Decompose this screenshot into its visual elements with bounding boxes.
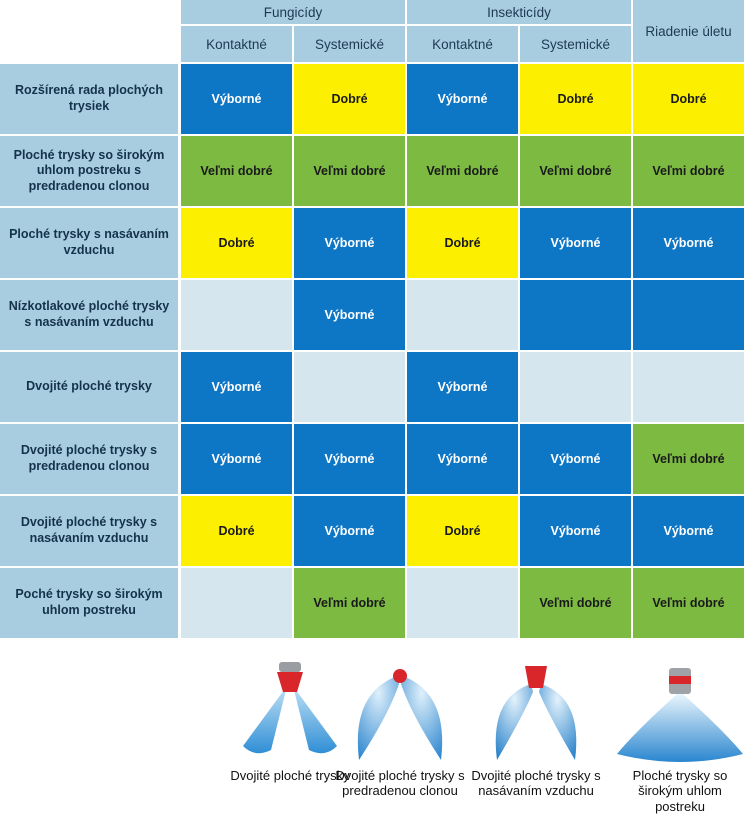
twin-flat-nozzle-icon xyxy=(235,654,345,764)
nozzle-illustrations xyxy=(0,646,744,838)
row-label: Poché trysky so širokým uhlom postreku xyxy=(0,568,178,638)
rating-cell: Dobré xyxy=(294,64,405,134)
rating-cell xyxy=(407,568,518,638)
rating-cell xyxy=(181,280,292,350)
rating-cell: Výborné xyxy=(407,352,518,422)
rating-cell: Veľmi dobré xyxy=(294,136,405,206)
rating-cell xyxy=(294,352,405,422)
rating-cell xyxy=(520,280,631,350)
rating-cell: Výborné xyxy=(633,496,744,566)
rating-cell: Výborné xyxy=(181,352,292,422)
rating-cell: Výborné xyxy=(294,280,405,350)
row-label: Nízkotlakové ploché trysky s nasávaním vzduchu xyxy=(0,280,178,350)
header-fungicides-contact: Kontaktné xyxy=(181,26,292,62)
rating-cell: Výborné xyxy=(294,424,405,494)
rating-cell xyxy=(407,280,518,350)
row-label: Rozšírená rada plochých trysiek xyxy=(0,64,178,134)
rating-cell: Veľmi dobré xyxy=(633,424,744,494)
twin-flat-pre-orifice-nozzle-icon xyxy=(345,654,455,764)
rating-cell: Výborné xyxy=(294,208,405,278)
rating-cell: Veľmi dobré xyxy=(520,136,631,206)
rating-cell: Výborné xyxy=(520,424,631,494)
row-label: Dvojité ploché trysky s nasávaním vzduchu xyxy=(0,496,178,566)
header-insecticides-contact: Kontaktné xyxy=(407,26,518,62)
rating-cell: Výborné xyxy=(407,64,518,134)
rating-cell xyxy=(181,568,292,638)
figure-caption: Dvojité ploché trysky xyxy=(230,768,350,783)
header-fungicides: Fungicídy xyxy=(181,0,405,24)
rating-cell: Výborné xyxy=(181,64,292,134)
row-label: Dvojité ploché trysky s predradenou clonou xyxy=(0,424,178,494)
rating-cell: Veľmi dobré xyxy=(181,136,292,206)
row-label: Dvojité ploché trysky xyxy=(0,352,178,422)
header-drift-control: Riadenie úletu xyxy=(633,0,744,62)
figure-twin-flat-air-induction xyxy=(470,654,602,799)
rating-cell: Výborné xyxy=(181,424,292,494)
rating-cell: Veľmi dobré xyxy=(407,136,518,206)
rating-cell: Veľmi dobré xyxy=(520,568,631,638)
rating-cell xyxy=(520,352,631,422)
row-label: Ploché trysky so širokým uhlom postreku s predradenou clonou xyxy=(0,136,178,206)
rating-cell: Dobré xyxy=(407,496,518,566)
figure-caption: Ploché trysky so širokým uhlom postreku xyxy=(632,768,728,814)
rating-cell: Dobré xyxy=(520,64,631,134)
rating-cell xyxy=(633,352,744,422)
figure-twin-flat-pre-orifice xyxy=(334,654,466,799)
twin-flat-air-induction-nozzle-icon xyxy=(481,654,591,764)
rating-cell: Výborné xyxy=(633,208,744,278)
header-insecticides-systemic: Systemické xyxy=(520,26,631,62)
rating-cell: Dobré xyxy=(181,496,292,566)
figure-caption: Dvojité ploché trysky s predradenou clonou xyxy=(335,768,465,799)
figure-caption: Dvojité ploché trysky s nasávaním vzduchu xyxy=(471,768,601,799)
wide-angle-flat-nozzle-icon xyxy=(615,654,744,764)
rating-cell: Veľmi dobré xyxy=(294,568,405,638)
rating-cell: Výborné xyxy=(294,496,405,566)
rating-cell: Dobré xyxy=(407,208,518,278)
header-fungicides-systemic: Systemické xyxy=(294,26,405,62)
header-insecticides: Insekticídy xyxy=(407,0,631,24)
rating-cell: Výborné xyxy=(520,496,631,566)
row-label: Ploché trysky s nasávaním vzduchu xyxy=(0,208,178,278)
rating-cell: Výborné xyxy=(407,424,518,494)
rating-cell: Výborné xyxy=(520,208,631,278)
rating-cell: Veľmi dobré xyxy=(633,136,744,206)
rating-cell: Dobré xyxy=(633,64,744,134)
rating-cell xyxy=(633,280,744,350)
figure-wide-angle xyxy=(614,654,744,814)
rating-cell: Veľmi dobré xyxy=(633,568,744,638)
rating-cell: Dobré xyxy=(181,208,292,278)
